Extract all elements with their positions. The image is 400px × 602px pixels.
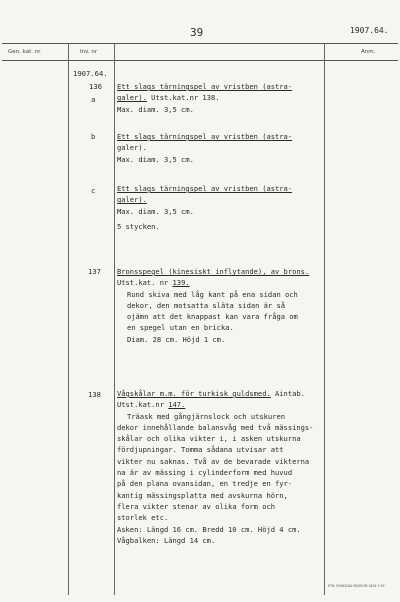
page-number: 39: [190, 26, 204, 39]
entry-title: Bronsspegel (kinesiskt inflytande), av brons.: [117, 267, 310, 276]
entry-137: [117, 266, 357, 345]
entry-title: Ett slags tärningspel av vristben (astra-: [117, 82, 293, 91]
entry-title: Ett slags tärningspel av vristben (astra-: [117, 132, 293, 141]
inventory-sub-c: c: [91, 186, 96, 195]
entry-description-line: Rund skiva med låg kant på ena sidan och: [127, 289, 298, 299]
entry-exhibition-ref: Utst.kat.nr 147.: [117, 400, 186, 410]
entry-136c: [117, 183, 357, 232]
entry-title-cont: galer). Utst.kat.nr 138.: [117, 93, 220, 103]
header-inv-nr: Inv. nr: [80, 49, 98, 55]
entry-dimensions: Max. diam. 3,5 cm.: [117, 154, 194, 164]
inventory-sub-b: b: [91, 132, 96, 141]
column-header-row: [2, 43, 398, 61]
entry-description-line: vikter nu saknas. Två av de bevarade vikterna: [117, 456, 310, 466]
entry-title: Ett slags tärningspel av vristben (astra-: [117, 184, 293, 193]
entry-description-line: kantig mässingsplatta med avskurna hörn,: [117, 490, 288, 500]
entry-description-line: en spegel utan en bricka.: [127, 323, 234, 333]
entry-title: Vågskålar m.m. för turkisk guldsmed. Aintab.: [117, 389, 305, 398]
entry-description-line: på den plana ovansidan, en tredje en fyr-: [117, 479, 293, 489]
inventory-number-138: 138: [88, 390, 101, 399]
entry-136b: [117, 131, 357, 165]
entry-description-line: ojämn att det knappast kan vara fråga om: [127, 312, 298, 322]
header-anm: Anm.: [361, 49, 376, 55]
entry-title-cont: galer).: [117, 195, 147, 205]
accession-reference: 1907.64.: [350, 26, 389, 35]
entry-exhibition-ref: Utst.kat. nr 139.: [117, 278, 190, 288]
entry-dimensions: Asken: Längd 16 cm. Bredd 10 cm. Höjd 4 cm.: [117, 524, 301, 534]
column-divider: [68, 43, 69, 595]
inventory-number-136: 136: [89, 82, 102, 91]
header-gen-kat-nr: Gen. kat. nr: [8, 49, 41, 55]
entry-description-line: dekor, den motsatta släta sidan är så: [127, 300, 286, 310]
entry-dimensions: Max. diam. 3,5 cm.: [117, 104, 194, 114]
entry-description-line: flera vikter stenar av olika form och: [117, 501, 276, 511]
entry-dimensions: Max. diam. 3,5 cm.: [117, 206, 194, 216]
inventory-number-137: 137: [88, 267, 101, 276]
entry-description-line: Träask med gångjärnslock och utskuren: [127, 411, 286, 421]
entry-description-line: storlek etc.: [117, 513, 169, 523]
inventory-sub-a: a: [91, 95, 96, 104]
entry-dimensions: Diam. 28 cm. Höjd 1 cm.: [127, 334, 226, 344]
entry-138: [117, 388, 357, 546]
entry-dimensions: Vågbalken: Längd 14 cm.: [117, 535, 216, 545]
printer-imprint: ETN. ENSKILDA MUSEUM 1834 5 67: [328, 584, 385, 588]
entry-136a: [117, 81, 357, 115]
entry-description-line: dekor innehållande balansvåg med två mässings-: [117, 422, 314, 432]
entry-description-line: fördjupningar. Tomma sådana utvisar att: [117, 445, 284, 455]
entry-description-line: skålar och olika vikter i, i asken utskurna: [117, 434, 301, 444]
column-divider: [114, 43, 115, 595]
entry-count: 5 stycken.: [117, 221, 160, 231]
entry-title-cont: galer).: [117, 143, 147, 153]
entry-description-line: na är av mässing i cylinderform med huvud: [117, 468, 293, 478]
inventory-group: 1907.64.: [73, 69, 108, 78]
